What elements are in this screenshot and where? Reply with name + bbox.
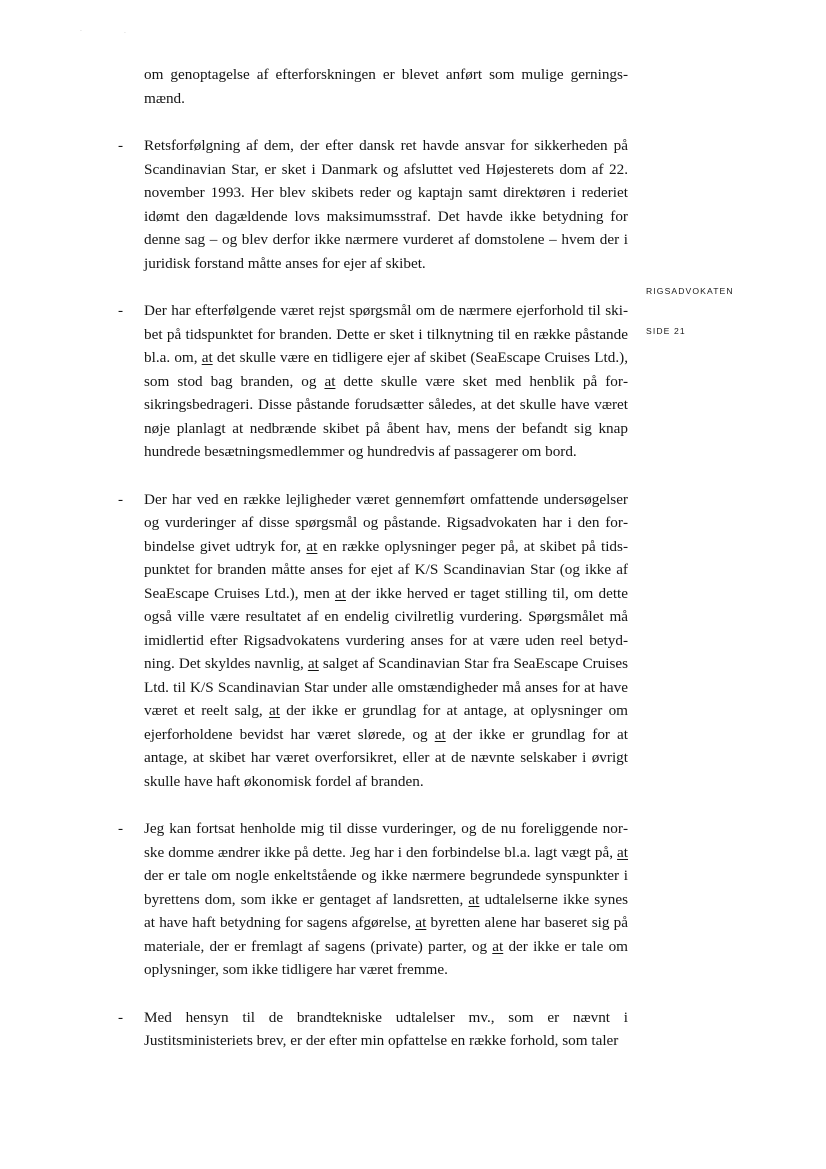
list-item-text bbox=[144, 488, 628, 794]
underlined-word: at bbox=[468, 890, 480, 908]
list-item-text bbox=[144, 1006, 628, 1053]
scan-artifact: · bbox=[124, 30, 126, 37]
text-segment: der ikke herved er taget stilling til, om dette også ville være resultatet af en endelig civilretlig vurdering. Spørgsmålet må imidlertid efter Rigsadvokatens vurdering anses for at være uden reel betydning. Det skyldes navnlig, bbox=[144, 584, 628, 672]
underlined-word: at bbox=[307, 655, 319, 672]
underlined-word: at bbox=[415, 914, 427, 931]
bullet-dash: - bbox=[118, 302, 124, 319]
text-segment: der ikke er tale om oplysninger, som ikke tidligere har været fremme. bbox=[144, 937, 629, 978]
text-segment: Retsforfølgning af dem, der efter dansk ret havde ansvar for sikkerheden på Scandinavian Star, er sket i Danmark og afsluttet ved Højesterets dom af 22. november 1993. Her blev skibets reder og kaptajn samt direktøren i rederiet idømt den dagældende lovs maksimumsstraf. Det havde ikke betydning for denne sag – og blev derfor ikke nærmere vurderet af domstolene – hvem der i juridisk forstand måtte anses for ejer af skibet. bbox=[144, 137, 628, 272]
underlined-word: at bbox=[201, 349, 213, 366]
text-segment: Der har efterfølgende været rejst spørgsmål om de nærmere ejerforhold til skibet på tidspunktet for branden. Dette er sket i tilknytning til en række påstande bl.a. om, bbox=[144, 302, 628, 366]
text-segment: der er tale om nogle enkeltstående og ikke nærmere begrundede synspunkter i byrettens dom, som ikke er gentaget af landsretten, bbox=[144, 867, 628, 908]
text-segment: der ikke er grundlag for at antage, at oplysninger om ejerforholdene bevidst har været slørede, og bbox=[144, 702, 628, 743]
list-item bbox=[118, 134, 628, 275]
sidebar-organization: RIGSADVOKATEN bbox=[646, 286, 734, 296]
underlined-word: at bbox=[492, 937, 504, 955]
list-item bbox=[118, 299, 628, 464]
underlined-word: at bbox=[268, 702, 280, 719]
bullet-dash: - bbox=[118, 820, 124, 837]
continuation-paragraph: om genoptagelse af efterforskningen er blevet anført som mulige gerningsmænd. bbox=[144, 66, 628, 107]
text-segment: Jeg kan fortsat henholde mig til disse vurderinger, og de nu foreliggende norske domme ændrer ikke på dette. Jeg har i den forbindelse bl.a. lagt vægt på, bbox=[144, 820, 628, 861]
text-segment: det skulle være en tidligere ejer af skibet (SeaEscape Cruises Ltd.), som stod bag branden, og bbox=[144, 349, 628, 390]
underlined-word: at bbox=[306, 537, 318, 555]
bullet-list bbox=[118, 134, 628, 1053]
text-segment: der ikke er grundlag for at antage, at skibet har været overforsikret, eller at de nævnte selskaber i øvrigt skulle have haft økonomisk fordel af branden. bbox=[144, 725, 628, 790]
text-segment: Der har ved en række lejligheder været gennemført omfattende undersøgelser og vurderinger af disse spørgsmål og påstande. Rigsadvokaten har i den forbindelse givet udtryk for, bbox=[144, 490, 628, 555]
list-item-text bbox=[144, 299, 628, 464]
list-item bbox=[118, 1006, 628, 1053]
list-item-text bbox=[144, 817, 628, 982]
text-segment: udtalelserne ikke synes at have haft betydning for sagens afgørelse, bbox=[144, 890, 628, 931]
text-segment: salget af Scandinavian Star fra SeaEscape Cruises Ltd. til K/S Scandinavian Star under alle omstændigheder må anses for at have været et reelt salg, bbox=[144, 655, 629, 719]
bullet-dash: - bbox=[118, 490, 124, 508]
underlined-word: at bbox=[434, 725, 446, 743]
text-segment: byretten alene har baseret sig på materiale, der er fremlagt af sagens (private) parter, og bbox=[144, 914, 628, 955]
text-segment: dette skulle være sket med henblik på forsikringsbedrageri. Disse påstande forudsætter således, at det skulle have været nøje planlagt at nedbrænde skibet på åbent hav, mens der befandt sig knap hundrede besætningsmedlemmer og hundredvis af passagerer om bord. bbox=[144, 372, 628, 460]
document-body bbox=[118, 63, 628, 1077]
list-item-text bbox=[144, 134, 628, 275]
text-segment: Med hensyn til de brandtekniske udtalelser mv., som er nævnt i Justitsministeriets brev, er der efter min opfattelse en række forhold, som taler bbox=[144, 1008, 628, 1049]
underlined-word: at bbox=[334, 584, 346, 602]
underlined-word: at bbox=[617, 843, 628, 861]
text-segment: en række oplysninger peger på, at skibet på tidspunktet for branden måtte anses for ejet af K/S Scandinavian Star (og ikke af SeaEscape Cruises Ltd.), men bbox=[144, 537, 628, 602]
bullet-dash: - bbox=[118, 1008, 124, 1026]
list-item bbox=[118, 488, 628, 794]
list-item bbox=[118, 817, 628, 982]
sidebar-page-number: SIDE 21 bbox=[646, 326, 686, 336]
scan-artifact: · bbox=[80, 28, 82, 35]
underlined-word: at bbox=[324, 372, 336, 390]
bullet-dash: - bbox=[118, 137, 124, 154]
